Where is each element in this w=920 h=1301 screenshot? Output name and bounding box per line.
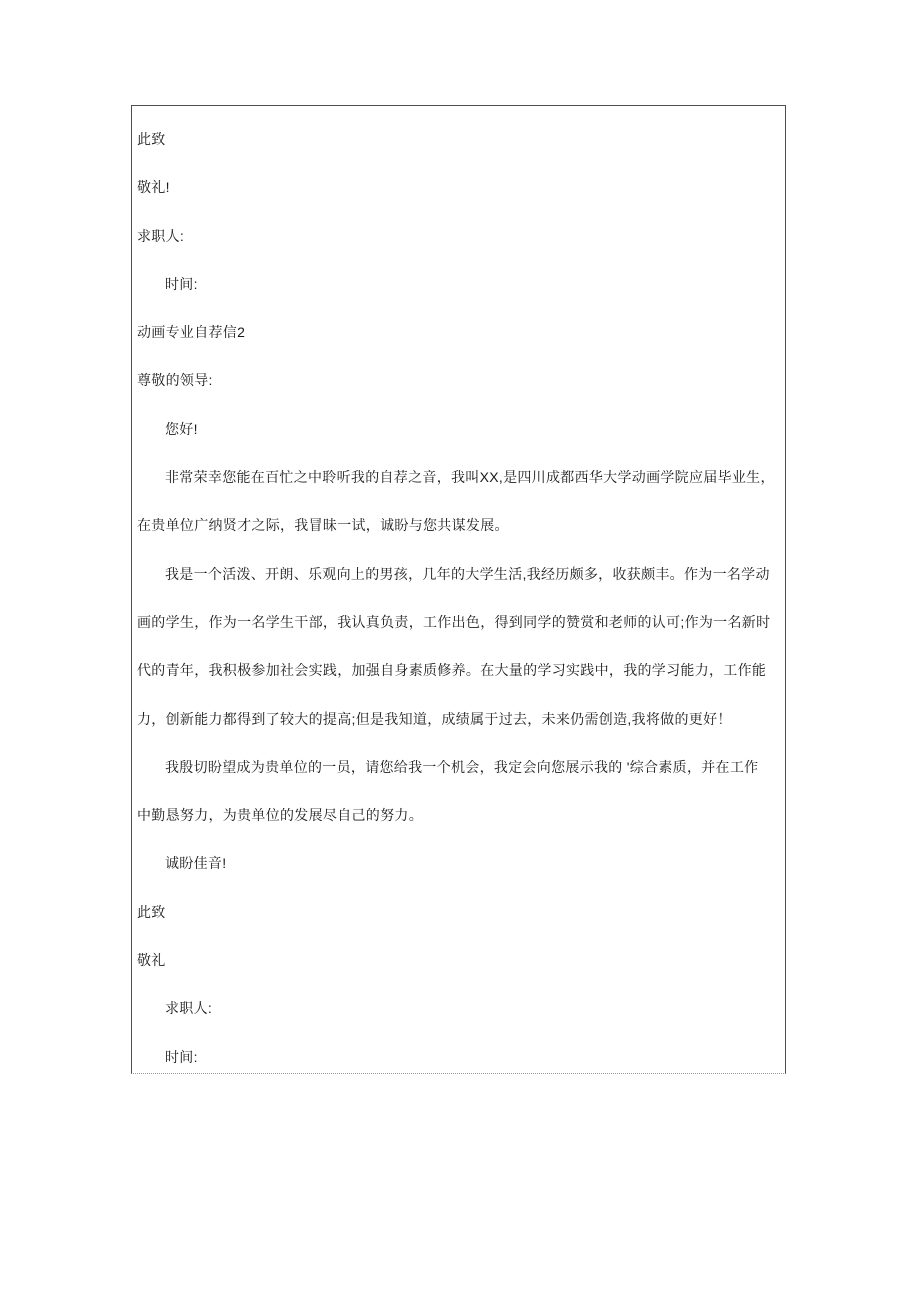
letter-body: [131, 105, 786, 1074]
letter-line: 时间:: [165, 1048, 198, 1065]
letter-line: 此致: [137, 131, 166, 147]
letter-line: 代的青年，我积极参加社会实践，加强自身素质修养。在大量的学习实践中，我的学习能力，工作能: [137, 662, 767, 679]
letter-line: 敬礼!: [137, 179, 170, 196]
letter-line: 我是一个活泼、开朗、乐观向上的男孩，几年的大学生活,我经历颇多，收获颇丰。作为一名学动: [165, 565, 770, 582]
letter-line: 我殷切盼望成为贵单位的一员，请您给我一个机会，我定会向您展示我的 '综合素质，并在工作: [165, 758, 759, 775]
letter-line: 尊敬的领导:: [137, 372, 213, 389]
letter-line: 非常荣幸您能在百忙之中聆听我的自荐之音，我叫XX,是四川成都西华大学动画学院应届毕业生，: [165, 469, 775, 486]
letter-line: 力，创新能力都得到了较大的提高;但是我知道，成绩属于过去，未来仍需创造,我将做的更好！: [137, 710, 732, 727]
letter-line: 此致: [137, 903, 166, 920]
letter-line: 敬礼: [137, 952, 166, 969]
letter-line: 求职人:: [165, 1000, 213, 1017]
letter-line: 诚盼佳音!: [165, 855, 227, 872]
letter-line: 时间:: [165, 275, 198, 292]
letter-line: 求职人:: [137, 227, 185, 244]
letter-line: 画的学生，作为一名学生干部，我认真负责，工作出色，得到同学的赞赏和老师的认可;作为一名新时: [137, 613, 771, 630]
letter-line: 中勤恳努力，为贵单位的发展尽自己的努力。: [137, 807, 423, 824]
letter-line: 在贵单位广纳贤才之际，我冒昧一试，诚盼与您共谋发展。: [137, 517, 509, 534]
letter-line: 您好!: [165, 420, 198, 437]
letter-line: 动画专业自荐信2: [137, 324, 246, 341]
